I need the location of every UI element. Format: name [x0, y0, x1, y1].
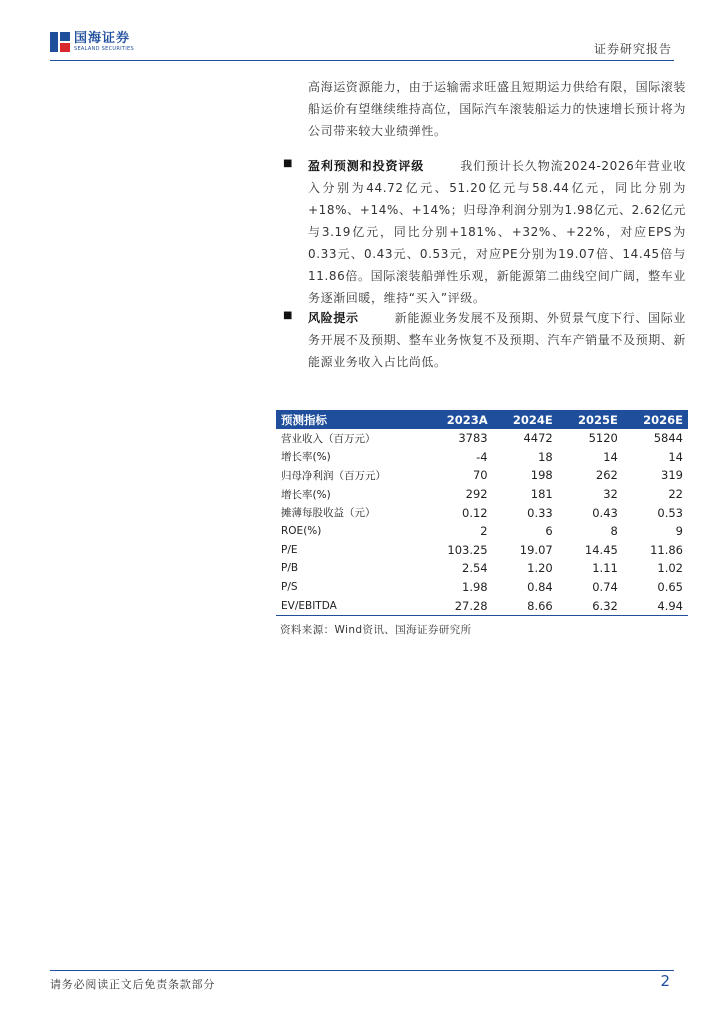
- table-header-cell: 2026E: [623, 410, 688, 429]
- table-cell: 19.07: [519, 542, 553, 557]
- logo-name-en: SEALAND SECURITIES: [74, 46, 134, 52]
- table-cell: 11.86: [650, 542, 683, 557]
- table-cell: 8: [610, 524, 618, 539]
- table-cell: 6: [545, 524, 553, 539]
- table-cell: 14: [603, 449, 618, 464]
- table-row-label: EV/EBITDA: [276, 596, 426, 615]
- section-title-risk: 风险提示: [308, 311, 359, 325]
- table-row-label: 摊薄每股收益（元）: [281, 507, 376, 520]
- table-cell: 14: [668, 449, 683, 464]
- table-row-label: 增长率(%): [281, 451, 331, 464]
- table-header-cell: 预测指标: [276, 410, 426, 429]
- table-cell: 9: [675, 524, 683, 539]
- table-row: [276, 485, 688, 504]
- table-cell: 27.28: [426, 596, 492, 615]
- paragraph-shipping-capacity: 高海运资源能力，由于运输需求旺盛且短期运力供给有限，国际滚装船运价有望继续维持高位，国际汽车滚装船运力的快速增长预计将为公司带来较大业绩弹性。: [308, 80, 687, 138]
- table-row-label: P/E: [281, 543, 298, 556]
- table-row: [276, 578, 688, 597]
- table-row: [276, 596, 688, 615]
- report-type-label: 证券研究报告: [593, 42, 672, 56]
- table-row: [276, 448, 688, 467]
- table-cell: 1.20: [527, 561, 553, 576]
- table-row-label: 归母净利润（百万元）: [281, 469, 386, 482]
- table-source-note: 资料来源：Wind资讯、国海证券研究所: [280, 624, 472, 636]
- page-number: 2: [660, 972, 670, 990]
- table-row-label: P/B: [281, 562, 299, 575]
- table-cell: -4: [476, 449, 488, 464]
- logo-mark-icon: [50, 32, 70, 52]
- table-cell: 0.84: [527, 580, 553, 595]
- table-cell: 1.11: [592, 561, 618, 576]
- table-cell: 14.45: [584, 542, 618, 557]
- company-logo: [50, 30, 134, 54]
- table-cell: 0.43: [592, 505, 618, 520]
- table-cell: 292: [465, 487, 488, 502]
- table-row: [276, 522, 688, 541]
- footer-disclaimer: 请务必阅读正文后免责条款部分: [50, 978, 216, 991]
- table-row: [276, 429, 688, 448]
- table-cell: 2: [480, 524, 488, 539]
- table-cell: 103.25: [447, 542, 488, 557]
- forecast-table: [276, 410, 688, 616]
- table-row: [276, 541, 688, 560]
- section-earnings-forecast: [308, 155, 686, 309]
- table-header-cell: 2025E: [558, 410, 623, 429]
- table-cell: 2.54: [462, 561, 488, 576]
- table-row-label: 营业收入（百万元）: [281, 432, 376, 445]
- section-title-earnings: 盈利预测和投资评级: [308, 159, 425, 173]
- table-cell: 4472: [523, 431, 553, 446]
- table-cell: 262: [595, 468, 618, 483]
- table-row-label: 增长率(%): [281, 488, 331, 501]
- table-header-cell: 2024E: [493, 410, 558, 429]
- table-cell: 0.65: [657, 580, 683, 595]
- table-header-row: [276, 410, 688, 429]
- table-cell: 4.94: [623, 596, 688, 615]
- table-cell: 8.66: [493, 596, 558, 615]
- table-cell: 0.53: [657, 505, 683, 520]
- section-risk-warning: [308, 307, 686, 373]
- logo-name-cn: 国海证券: [74, 31, 131, 46]
- table-cell: 198: [530, 468, 553, 483]
- table-header-cell: 2023A: [426, 410, 492, 429]
- bullet-square-icon: ■: [283, 310, 293, 321]
- table-cell: 319: [661, 468, 683, 483]
- table-cell: 0.74: [592, 580, 618, 595]
- table-row: [276, 466, 688, 485]
- table-row: [276, 503, 688, 522]
- table-cell: 18: [538, 449, 553, 464]
- table-row-label: P/S: [281, 581, 298, 594]
- page-header: [0, 0, 724, 62]
- footer-divider: [50, 970, 674, 971]
- table-cell: 70: [472, 468, 488, 483]
- table-cell: 0.33: [527, 505, 553, 520]
- section-text-earnings: 我们预计长久物流2024-2026年营业收入分别为44.72亿元、51.20亿元与58.44亿元，同比分别为+18%、+14%、+14%；归母净利润分别为1.98亿元、2.62亿元与3.19亿元，同比分别+181%、+32%、+22%，对应EPS为 0.33元、0.43元、0.53元，对应PE分别为19.07倍、14.45倍与11.86倍。国际滚装船弹性乐观，新能源第二曲线空间广阔，整车业务逐渐回暖，维持“买入”评级。: [308, 159, 687, 305]
- table-cell: 3783: [458, 431, 488, 446]
- table-cell: 1.98: [462, 580, 488, 595]
- table-cell: 0.12: [462, 505, 488, 520]
- section-text-risk: 新能源业务发展不及预期、外贸景气度下行、国际业务开展不及预期、整车业务恢复不及预期、汽车产销量不及预期、新能源业务收入占比尚低。: [308, 311, 687, 369]
- table-cell: 6.32: [558, 596, 623, 615]
- table-cell: 5120: [588, 431, 618, 446]
- table-row: [276, 559, 688, 578]
- table-cell: 32: [603, 487, 618, 502]
- bullet-square-icon: ■: [283, 158, 293, 169]
- table-cell: 1.02: [657, 561, 683, 576]
- table-cell: 181: [530, 487, 553, 502]
- table-row-label: ROE(%): [281, 525, 322, 538]
- table-cell: 5844: [653, 431, 683, 446]
- header-divider: [50, 60, 674, 61]
- table-cell: 22: [668, 487, 683, 502]
